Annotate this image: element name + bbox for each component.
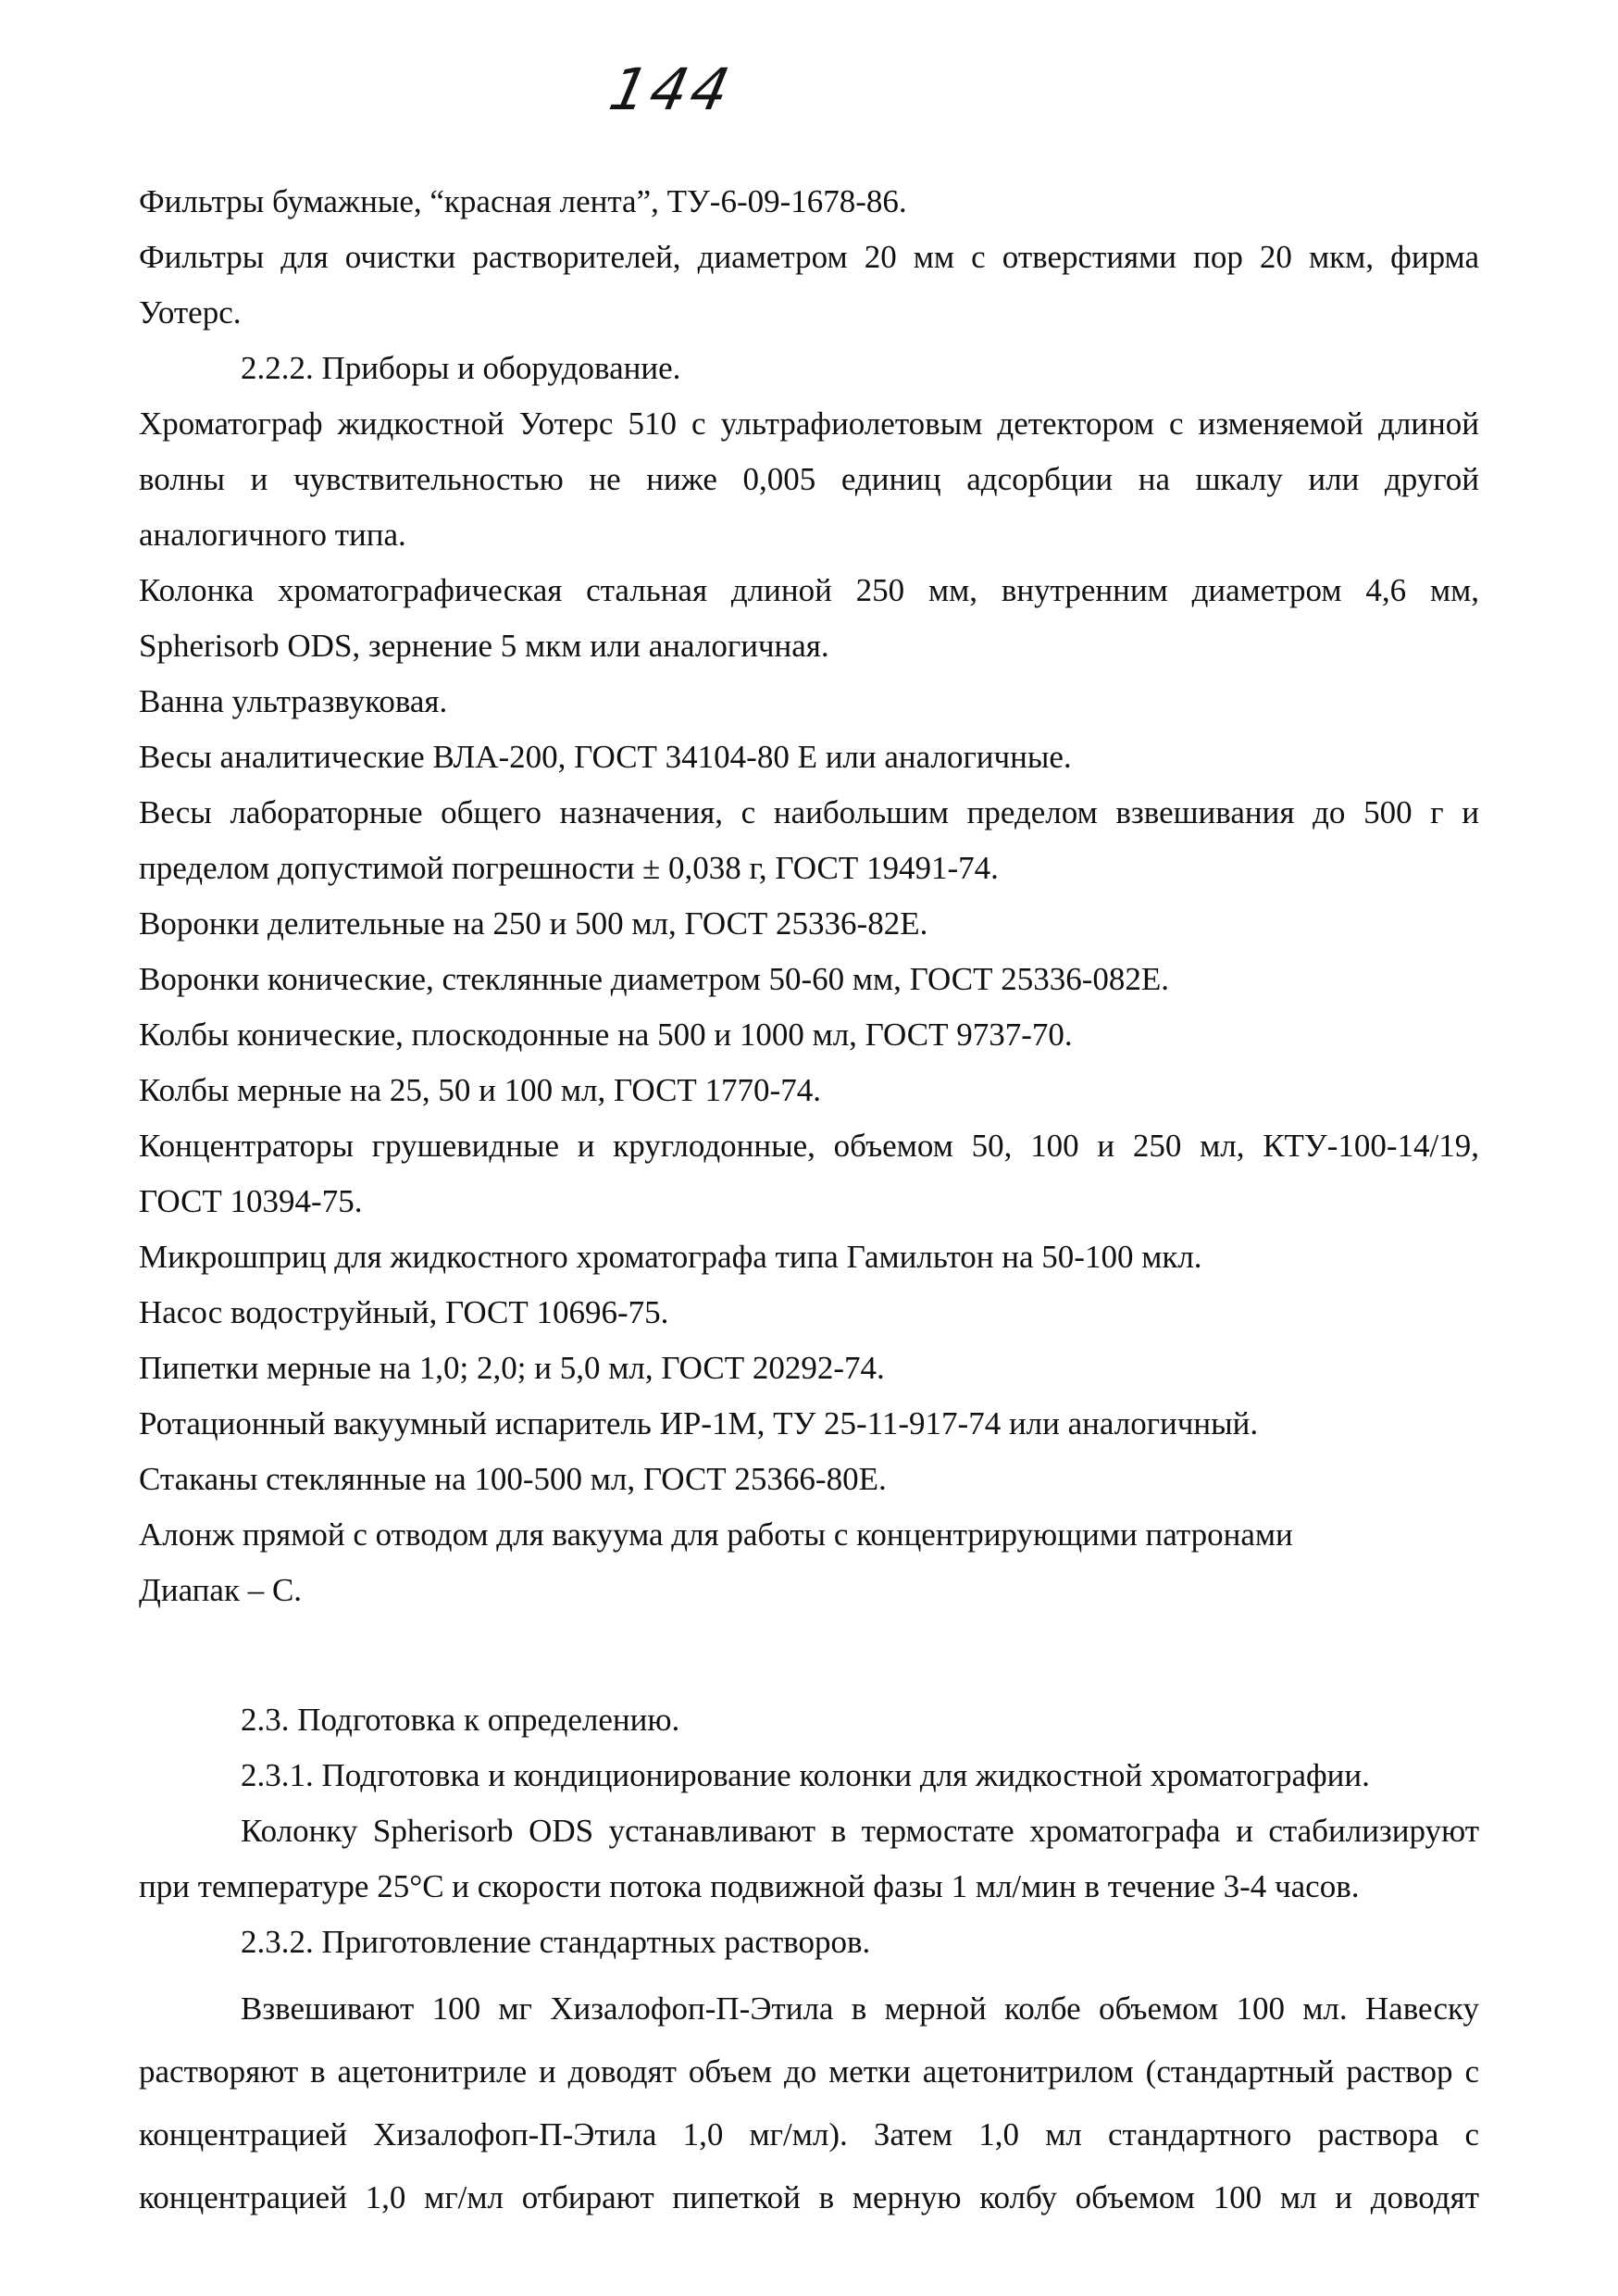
subsection-heading: 2.3.1. Подготовка и кондиционирование колонки для жидкостной хроматографии.: [241, 1757, 1370, 1793]
text-line: Взвешивают 100 мг Хизалофоп-П-Этила в мерной колбе объемом 100 мл. Навеску: [241, 1990, 1479, 2027]
subsection-heading: 2.3.2. Приготовление стандартных растворов.: [241, 1924, 871, 1960]
text-line: Уотерс.: [139, 294, 242, 331]
text-line: Насос водоструйный, ГОСТ 10696-75.: [139, 1294, 669, 1330]
text-line: Колонка хроматографическая стальная длиной 250 мм, внутренним диаметром 4,6 мм,: [139, 572, 1479, 608]
handwritten-page-number: 144: [604, 56, 740, 123]
text-line: Spherisorb ODS, зернение 5 мкм или аналогичная.: [139, 628, 829, 664]
text-line: Весы аналитические ВЛА-200, ГОСТ 34104-80 Е или аналогичные.: [139, 739, 1072, 775]
text-line: ГОСТ 10394-75.: [139, 1183, 363, 1219]
text-line: Пипетки мерные на 1,0; 2,0; и 5,0 мл, ГОСТ 20292-74.: [139, 1350, 885, 1386]
text-line: концентрацией 1,0 мг/мл отбирают пипеткой в мерную колбу объемом 100 мл и доводят: [139, 2179, 1479, 2215]
text-line: Колбы мерные на 25, 50 и 100 мл, ГОСТ 1770-74.: [139, 1072, 821, 1108]
text-line: при температуре 25°С и скорости потока подвижной фазы 1 мл/мин в течение 3-4 часов.: [139, 1868, 1360, 1904]
text-line: Концентраторы грушевидные и круглодонные, объемом 50, 100 и 250 мл, КТУ-100-14/19,: [139, 1128, 1479, 1164]
text-line: Колонку Spherisorb ODS устанавливают в термостате хроматографа и стабилизируют: [241, 1813, 1479, 1849]
text-line: Весы лабораторные общего назначения, с наибольшим пределом взвешивания до 500 г и: [139, 794, 1479, 830]
section-heading: 2.2.2. Приборы и оборудование.: [241, 350, 681, 386]
text-line: Фильтры для очистки растворителей, диаметром 20 мм с отверстиями пор 20 мкм, фирма: [139, 239, 1479, 275]
text-line: Воронки конические, стеклянные диаметром 50-60 мм, ГОСТ 25336-082Е.: [139, 961, 1169, 997]
text-line: Фильтры бумажные, “красная лента”, ТУ-6-09-1678-86.: [139, 183, 907, 219]
text-line: Колбы конические, плоскодонные на 500 и 1000 мл, ГОСТ 9737-70.: [139, 1017, 1073, 1053]
text-line: Диапак – С.: [139, 1572, 303, 1608]
text-line: аналогичного типа.: [139, 517, 406, 553]
text-line: Стаканы стеклянные на 100-500 мл, ГОСТ 25366-80Е.: [139, 1461, 887, 1497]
text-line: Ванна ультразвуковая.: [139, 683, 448, 719]
text-line: Ротационный вакуумный испаритель ИР-1М, ТУ 25-11-917-74 или аналогичный.: [139, 1405, 1259, 1441]
text-line: Алонж прямой с отводом для вакуума для работы с концентрирующими патронами: [139, 1516, 1293, 1553]
text-line: волны и чувствительностью не ниже 0,005 единиц адсорбции на шкалу или другой: [139, 461, 1479, 497]
text-line: Хроматограф жидкостной Уотерс 510 с ультрафиолетовым детектором с изменяемой длиной: [139, 406, 1479, 442]
text-line: концентрацией Хизалофоп-П-Этила 1,0 мг/мл). Затем 1,0 мл стандартного раствора с: [139, 2116, 1479, 2152]
text-line: пределом допустимой погрешности ± 0,038 г, ГОСТ 19491-74.: [139, 850, 999, 886]
section-heading: 2.3. Подготовка к определению.: [241, 1702, 680, 1738]
text-line: растворяют в ацетонитриле и доводят объем до метки ацетонитрилом (стандартный раствор с: [139, 2053, 1479, 2090]
text-line: Микрошприц для жидкостного хроматографа типа Гамильтон на 50-100 мкл.: [139, 1239, 1202, 1275]
text-line: Воронки делительные на 250 и 500 мл, ГОСТ 25336-82Е.: [139, 905, 928, 942]
